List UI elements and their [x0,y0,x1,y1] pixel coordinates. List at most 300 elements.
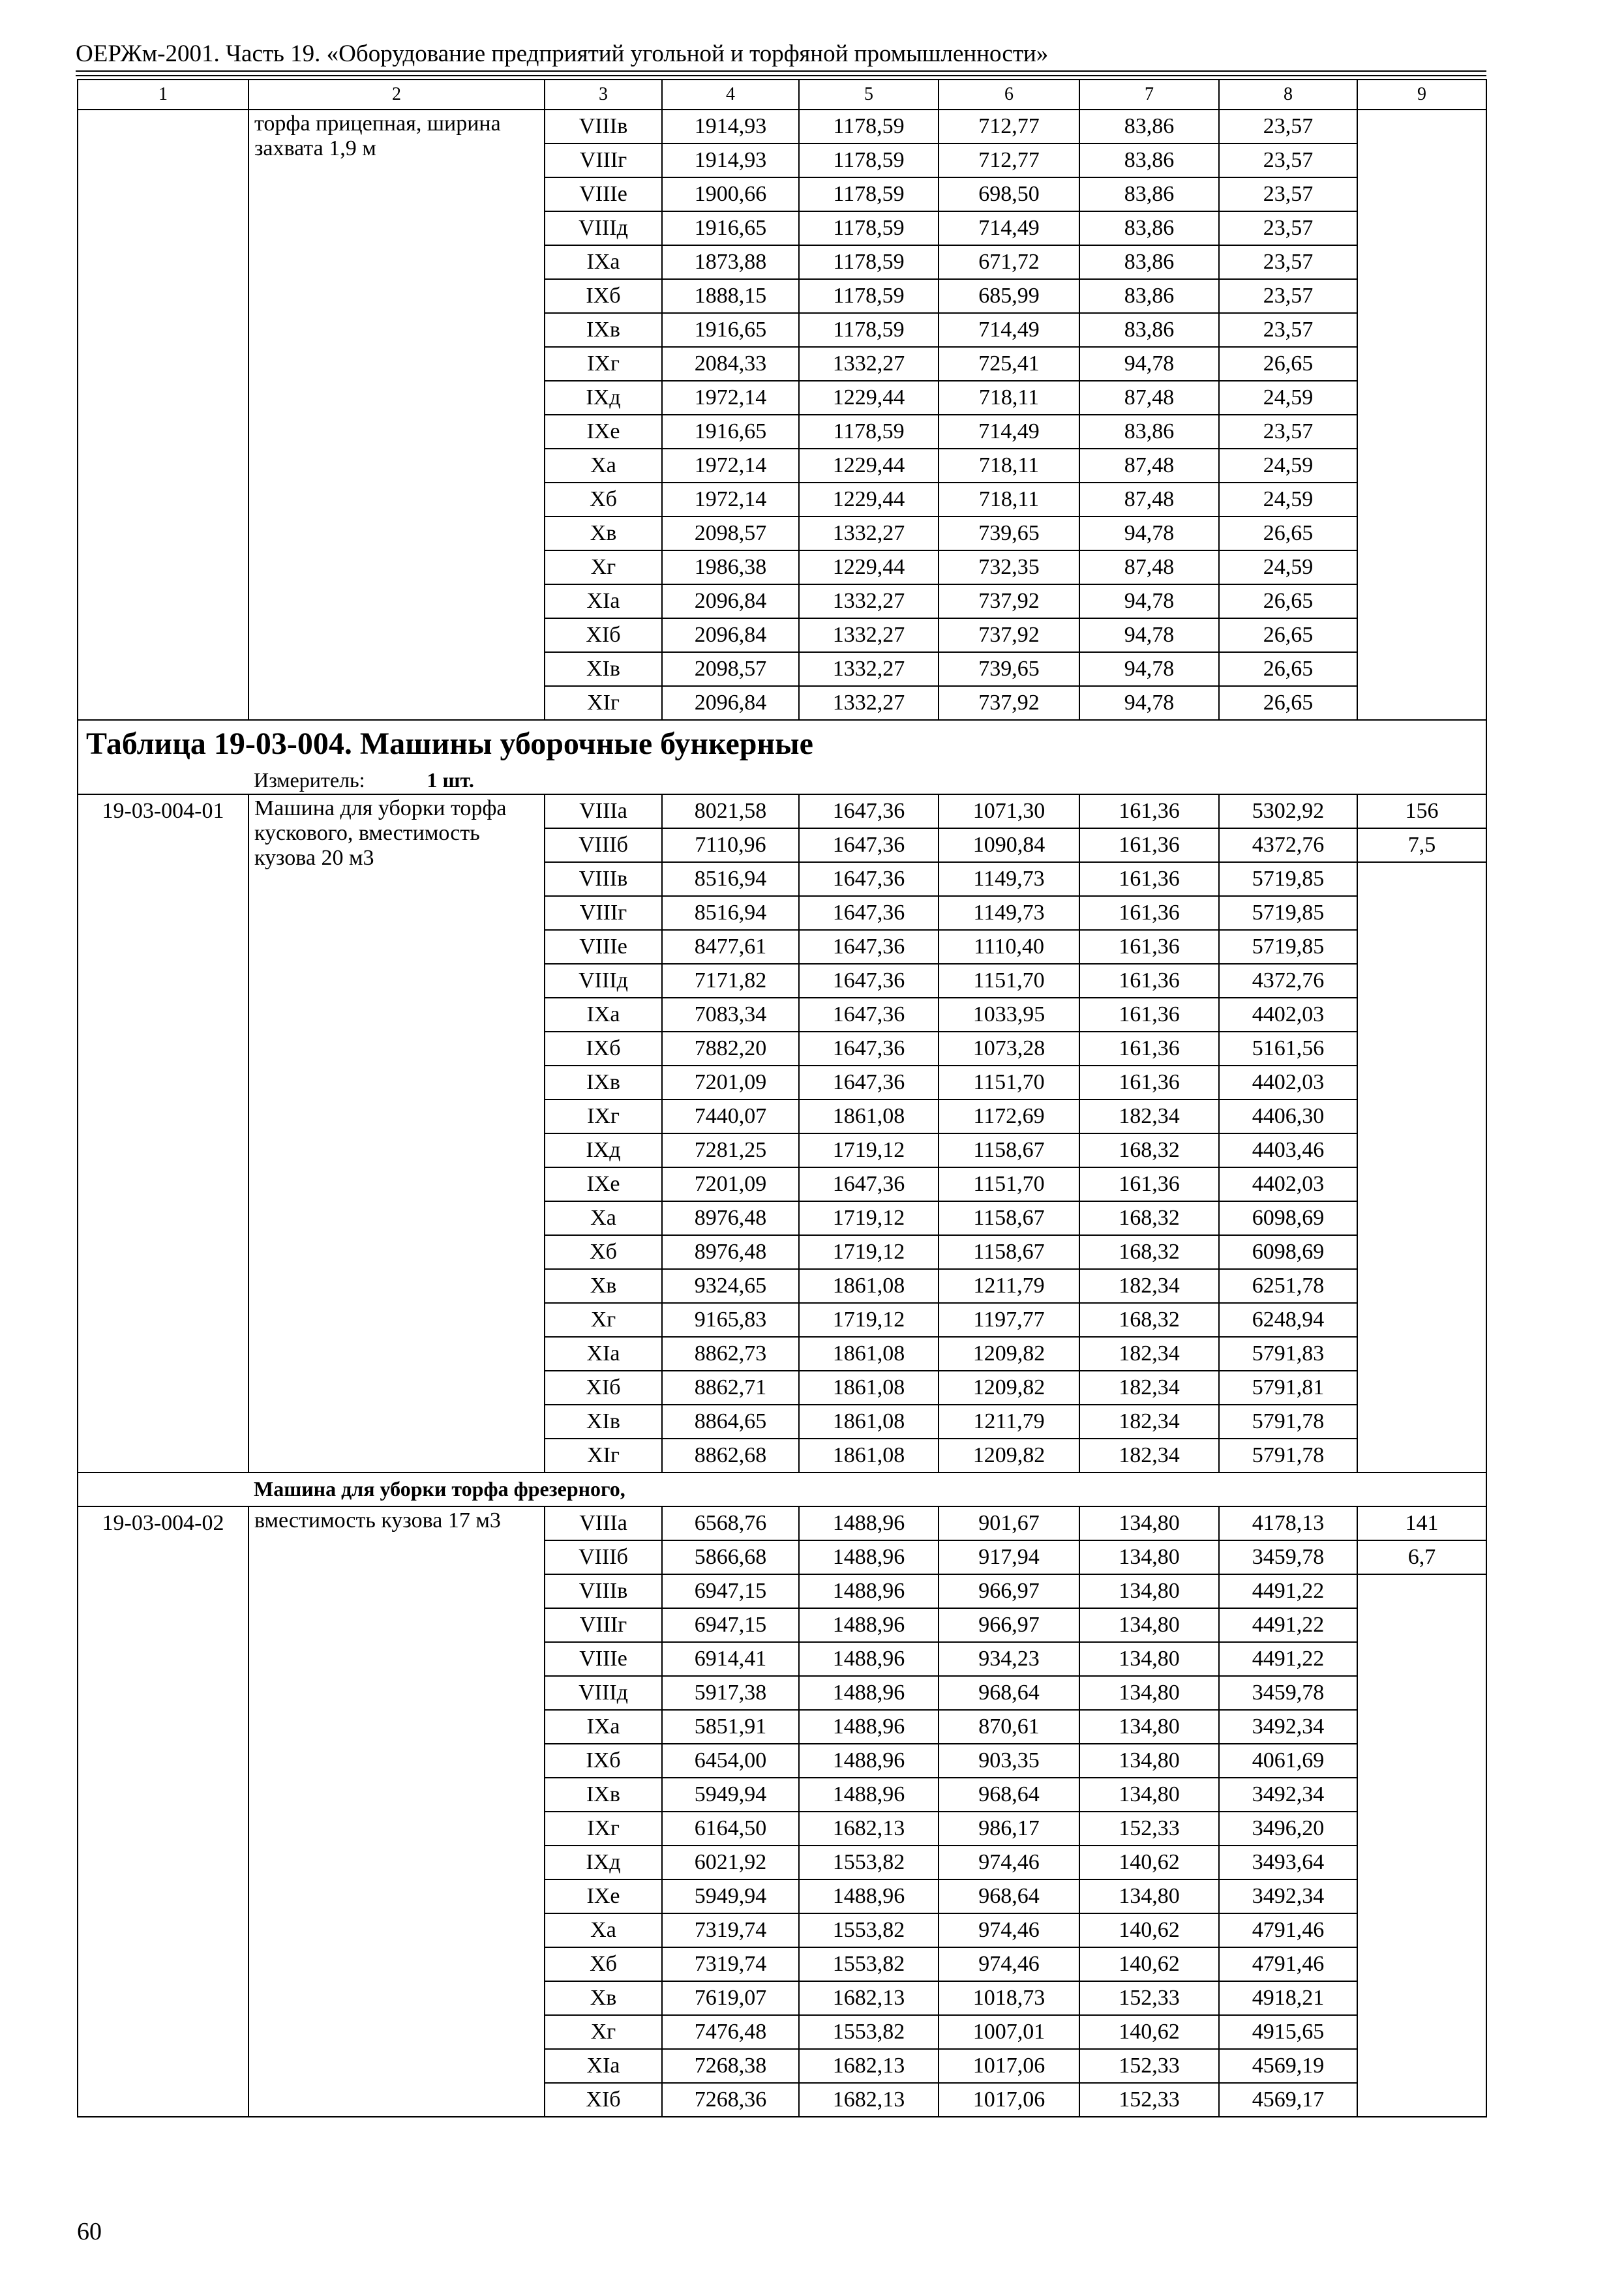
territory-zone: Xг [545,550,662,584]
price-value: 1553,82 [799,2015,939,2049]
price-value: 26,65 [1219,516,1357,550]
empty-cell [1357,1574,1486,2117]
price-value: 24,59 [1219,550,1357,584]
price-value: 4915,65 [1219,2015,1357,2049]
price-value: 3492,34 [1219,1778,1357,1812]
price-value: 737,92 [939,686,1079,720]
price-value: 718,11 [939,483,1079,516]
price-value: 161,36 [1079,1032,1219,1066]
territory-zone: XIв [545,652,662,686]
territory-zone: VIIIе [545,930,662,964]
price-value: 966,97 [939,1608,1079,1642]
price-value: 5949,94 [662,1879,799,1913]
price-value: 1149,73 [939,896,1079,930]
price-value: 1149,73 [939,862,1079,896]
price-value: 182,34 [1079,1405,1219,1439]
price-value: 1682,13 [799,1981,939,2015]
column-number: 5 [799,80,939,110]
price-value: 685,99 [939,279,1079,313]
territory-zone: Xг [545,2015,662,2049]
price-value: 698,50 [939,177,1079,211]
price-value: 4569,19 [1219,2049,1357,2083]
price-value: 3492,34 [1219,1879,1357,1913]
price-value: 23,57 [1219,415,1357,449]
price-value: 9324,65 [662,1269,799,1303]
price-value: 134,80 [1079,1506,1219,1540]
territory-zone: Xв [545,516,662,550]
price-value: 737,92 [939,584,1079,618]
price-value: 94,78 [1079,584,1219,618]
price-value: 1647,36 [799,828,939,862]
price-value: 7201,09 [662,1167,799,1201]
column-number: 8 [1219,80,1357,110]
price-value: 4402,03 [1219,998,1357,1032]
table-title: Таблица 19-03-004. Машины уборочные бункерные [78,720,1486,768]
territory-zone: IXг [545,1100,662,1133]
measure-unit [248,768,1486,794]
page-header: ОЕРЖм-2001. Часть 19. «Оборудование предприятий угольной и торфяной промышленности» [76,40,1049,67]
section-heading: Машина для уборки торфа фрезерного, [248,1473,1486,1506]
column-numbers-row [78,80,1486,110]
price-value: 1332,27 [799,584,939,618]
price-value: 94,78 [1079,347,1219,381]
price-value: 182,34 [1079,1100,1219,1133]
price-value: 7882,20 [662,1032,799,1066]
price-value: 714,49 [939,313,1079,347]
price-value: 1017,06 [939,2083,1079,2117]
price-value: 1229,44 [799,550,939,584]
price-value: 161,36 [1079,964,1219,998]
price-value: 8516,94 [662,896,799,930]
price-value: 1229,44 [799,449,939,483]
price-value: 94,78 [1079,516,1219,550]
price-value: 134,80 [1079,1879,1219,1913]
price-value: 917,94 [939,1540,1079,1574]
price-value: 4402,03 [1219,1066,1357,1100]
price-value: 1861,08 [799,1269,939,1303]
territory-zone: IXв [545,313,662,347]
price-value: 870,61 [939,1710,1079,1744]
territory-zone: VIIIв [545,862,662,896]
price-value: 94,78 [1079,652,1219,686]
territory-zone: XIа [545,584,662,618]
page-number: 60 [77,2218,102,2245]
price-value: 1861,08 [799,1337,939,1371]
price-value: 1647,36 [799,862,939,896]
column-number: 9 [1357,80,1486,110]
territory-zone: IXд [545,1846,662,1879]
price-value: 26,65 [1219,618,1357,652]
territory-zone: IXб [545,1032,662,1066]
territory-zone: XIб [545,618,662,652]
price-value: 1916,65 [662,313,799,347]
price-value: 2098,57 [662,652,799,686]
price-value: 1332,27 [799,347,939,381]
territory-zone: IXа [545,998,662,1032]
price-value: 83,86 [1079,415,1219,449]
price-value: 87,48 [1079,381,1219,415]
price-value: 1488,96 [799,1744,939,1778]
price-value: 5949,94 [662,1778,799,1812]
price-value: 7201,09 [662,1066,799,1100]
price-value: 7319,74 [662,1913,799,1947]
territory-zone: Xа [545,449,662,483]
price-value: 83,86 [1079,279,1219,313]
empty-cell [78,768,248,794]
price-value: 1861,08 [799,1439,939,1473]
territory-zone: XIа [545,2049,662,2083]
price-value: 1553,82 [799,1913,939,1947]
price-value: 8021,58 [662,794,799,828]
price-value: 23,57 [1219,245,1357,279]
territory-zone: Xв [545,1269,662,1303]
price-value: 168,32 [1079,1303,1219,1337]
price-value: 24,59 [1219,449,1357,483]
price-value: 966,97 [939,1574,1079,1608]
territory-zone: IXа [545,1710,662,1744]
price-value: 4491,22 [1219,1574,1357,1608]
price-value: 1719,12 [799,1235,939,1269]
price-value: 1178,59 [799,211,939,245]
price-value: 5851,91 [662,1710,799,1744]
price-value: 23,57 [1219,279,1357,313]
price-value: 4372,76 [1219,828,1357,862]
price-value: 161,36 [1079,794,1219,828]
price-value: 1861,08 [799,1371,939,1405]
price-value: 5866,68 [662,1540,799,1574]
price-value: 1332,27 [799,618,939,652]
price-value: 1488,96 [799,1879,939,1913]
price-value: 7440,07 [662,1100,799,1133]
price-value: 5791,78 [1219,1439,1357,1473]
territory-zone: VIIIв [545,1574,662,1608]
territory-zone: IXд [545,1133,662,1167]
workers-value: 156 [1357,794,1486,828]
price-value: 8862,71 [662,1371,799,1405]
territory-zone: VIIIг [545,1608,662,1642]
price-value: 671,72 [939,245,1079,279]
column-number: 1 [78,80,248,110]
price-value: 1178,59 [799,177,939,211]
price-value: 6454,00 [662,1744,799,1778]
price-value: 161,36 [1079,1167,1219,1201]
price-value: 8864,65 [662,1405,799,1439]
price-value: 6248,94 [1219,1303,1357,1337]
price-value: 1007,01 [939,2015,1079,2049]
price-value: 1178,59 [799,313,939,347]
price-value: 8862,68 [662,1439,799,1473]
price-value: 4061,69 [1219,1744,1357,1778]
empty-cell [1357,862,1486,1473]
price-value: 1682,13 [799,1812,939,1846]
price-value: 1229,44 [799,381,939,415]
price-value: 140,62 [1079,1846,1219,1879]
price-value: 1178,59 [799,415,939,449]
price-value: 6947,15 [662,1574,799,1608]
subheading-row [78,1473,1486,1506]
price-value: 5917,38 [662,1676,799,1710]
price-value: 1178,59 [799,245,939,279]
territory-zone: IXе [545,1167,662,1201]
price-value: 26,65 [1219,652,1357,686]
price-value: 934,23 [939,1642,1079,1676]
price-value: 1900,66 [662,177,799,211]
price-value: 1914,93 [662,110,799,143]
price-value: 1071,30 [939,794,1079,828]
price-value: 1178,59 [799,143,939,177]
territory-zone: IXв [545,1066,662,1100]
price-value: 94,78 [1079,618,1219,652]
price-value: 161,36 [1079,828,1219,862]
price-value: 152,33 [1079,1981,1219,2015]
price-value: 26,65 [1219,347,1357,381]
price-value: 1073,28 [939,1032,1079,1066]
territory-zone: IXе [545,415,662,449]
price-value: 1719,12 [799,1201,939,1235]
price-value: 2084,33 [662,347,799,381]
price-value: 8516,94 [662,862,799,896]
price-value: 24,59 [1219,483,1357,516]
table-title-row [78,720,1486,768]
price-value: 8976,48 [662,1235,799,1269]
territory-zone: Xа [545,1201,662,1235]
price-value: 87,48 [1079,483,1219,516]
price-value: 1172,69 [939,1100,1079,1133]
header-rule [76,70,1486,72]
territory-zone: Xб [545,1235,662,1269]
price-value: 24,59 [1219,381,1357,415]
price-value: 1719,12 [799,1303,939,1337]
price-value: 2096,84 [662,618,799,652]
price-value: 26,65 [1219,686,1357,720]
price-value: 8862,73 [662,1337,799,1371]
price-value: 1986,38 [662,550,799,584]
table-row [78,1506,1486,1540]
price-value: 1553,82 [799,1846,939,1879]
price-value: 1647,36 [799,964,939,998]
workers-value: 6,7 [1357,1540,1486,1574]
price-value: 1682,13 [799,2049,939,2083]
price-value: 161,36 [1079,930,1219,964]
price-value: 5161,56 [1219,1032,1357,1066]
price-value: 4569,17 [1219,2083,1357,2117]
price-value: 714,49 [939,211,1079,245]
price-value: 712,77 [939,143,1079,177]
price-value: 83,86 [1079,143,1219,177]
price-value: 83,86 [1079,177,1219,211]
price-value: 968,64 [939,1778,1079,1812]
price-value: 1972,14 [662,449,799,483]
column-number: 6 [939,80,1079,110]
price-value: 1488,96 [799,1710,939,1744]
price-value: 6021,92 [662,1846,799,1879]
price-value: 1647,36 [799,896,939,930]
price-value: 152,33 [1079,2083,1219,2117]
item-code: 19-03-004-02 [78,1506,248,2117]
price-value: 4402,03 [1219,1167,1357,1201]
territory-zone: IXа [545,245,662,279]
price-value: 7319,74 [662,1947,799,1981]
price-value: 7268,38 [662,2049,799,2083]
price-value: 1178,59 [799,279,939,313]
price-value: 1488,96 [799,1574,939,1608]
price-value: 1332,27 [799,516,939,550]
territory-zone: IXд [545,381,662,415]
price-value: 23,57 [1219,110,1357,143]
price-value: 161,36 [1079,998,1219,1032]
price-value: 6251,78 [1219,1269,1357,1303]
price-value: 1647,36 [799,794,939,828]
price-value: 1972,14 [662,381,799,415]
territory-zone: VIIIа [545,1506,662,1540]
price-value: 732,35 [939,550,1079,584]
price-value: 182,34 [1079,1371,1219,1405]
measure-label: Измеритель: [254,768,365,792]
price-value: 83,86 [1079,110,1219,143]
price-value: 718,11 [939,381,1079,415]
price-value: 1332,27 [799,652,939,686]
price-value: 161,36 [1079,1066,1219,1100]
price-value: 83,86 [1079,211,1219,245]
price-value: 1488,96 [799,1676,939,1710]
price-value: 7281,25 [662,1133,799,1167]
price-value: 1018,73 [939,1981,1079,2015]
price-value: 23,57 [1219,313,1357,347]
price-value: 83,86 [1079,313,1219,347]
price-value: 5719,85 [1219,930,1357,964]
price-value: 134,80 [1079,1574,1219,1608]
price-value: 4791,46 [1219,1913,1357,1947]
territory-zone: VIIIг [545,143,662,177]
territory-zone: XIг [545,686,662,720]
price-value: 1151,70 [939,964,1079,998]
price-value: 140,62 [1079,2015,1219,2049]
price-value: 1914,93 [662,143,799,177]
price-value: 140,62 [1079,1913,1219,1947]
item-code [78,110,248,720]
price-value: 1488,96 [799,1540,939,1574]
price-value: 83,86 [1079,245,1219,279]
price-value: 1488,96 [799,1506,939,1540]
measure-value: 1 шт. [427,768,474,792]
price-value: 1209,82 [939,1337,1079,1371]
price-value: 7083,34 [662,998,799,1032]
price-value: 7110,96 [662,828,799,862]
price-value: 134,80 [1079,1744,1219,1778]
price-value: 1209,82 [939,1371,1079,1405]
price-value: 1017,06 [939,2049,1079,2083]
price-value: 161,36 [1079,862,1219,896]
price-value: 1488,96 [799,1642,939,1676]
price-value: 6098,69 [1219,1201,1357,1235]
price-value: 2098,57 [662,516,799,550]
column-number: 3 [545,80,662,110]
price-value: 1110,40 [939,930,1079,964]
price-value: 1178,59 [799,110,939,143]
price-value: 974,46 [939,1913,1079,1947]
price-value: 968,64 [939,1879,1079,1913]
territory-zone: XIв [545,1405,662,1439]
empty-cell [1357,110,1486,720]
price-value: 3496,20 [1219,1812,1357,1846]
territory-zone: VIIIе [545,1642,662,1676]
price-value: 1229,44 [799,483,939,516]
territory-zone: IXб [545,279,662,313]
price-table [77,79,1487,2117]
price-value: 5791,83 [1219,1337,1357,1371]
price-value: 5719,85 [1219,896,1357,930]
price-value: 1197,77 [939,1303,1079,1337]
price-value: 974,46 [939,1947,1079,1981]
price-value: 903,35 [939,1744,1079,1778]
price-value: 168,32 [1079,1201,1219,1235]
price-value: 7268,36 [662,2083,799,2117]
territory-zone: Xб [545,483,662,516]
price-value: 168,32 [1079,1235,1219,1269]
price-value: 1211,79 [939,1269,1079,1303]
price-value: 1972,14 [662,483,799,516]
price-value: 6568,76 [662,1506,799,1540]
column-number: 4 [662,80,799,110]
territory-zone: Xг [545,1303,662,1337]
territory-zone: Xб [545,1947,662,1981]
price-value: 5719,85 [1219,862,1357,896]
price-value: 6164,50 [662,1812,799,1846]
territory-zone: XIг [545,1439,662,1473]
price-value: 1647,36 [799,930,939,964]
territory-zone: IXв [545,1778,662,1812]
territory-zone: IXг [545,1812,662,1846]
territory-zone: VIIIд [545,1676,662,1710]
price-value: 714,49 [939,415,1079,449]
price-value: 739,65 [939,516,1079,550]
price-value: 182,34 [1079,1439,1219,1473]
price-value: 5791,78 [1219,1405,1357,1439]
territory-zone: VIIIд [545,964,662,998]
price-value: 1682,13 [799,2083,939,2117]
price-value: 182,34 [1079,1269,1219,1303]
price-value: 9165,83 [662,1303,799,1337]
column-number: 7 [1079,80,1219,110]
header-rule-2 [76,75,1486,76]
price-value: 182,34 [1079,1337,1219,1371]
price-value: 725,41 [939,347,1079,381]
price-value: 1873,88 [662,245,799,279]
workers-value: 141 [1357,1506,1486,1540]
price-value: 1488,96 [799,1778,939,1812]
price-value: 134,80 [1079,1642,1219,1676]
price-value: 1151,70 [939,1167,1079,1201]
territory-zone: VIIIб [545,828,662,862]
price-value: 1888,15 [662,279,799,313]
price-value: 87,48 [1079,550,1219,584]
price-value: 4372,76 [1219,964,1357,998]
price-value: 3492,34 [1219,1710,1357,1744]
price-value: 4491,22 [1219,1608,1357,1642]
territory-zone: VIIIб [545,1540,662,1574]
price-value: 5791,81 [1219,1371,1357,1405]
price-value: 8477,61 [662,930,799,964]
price-value: 1211,79 [939,1405,1079,1439]
price-value: 4403,46 [1219,1133,1357,1167]
item-name: вместимость кузова 17 м3 [248,1506,545,2117]
price-value: 6947,15 [662,1608,799,1642]
price-value: 1719,12 [799,1133,939,1167]
price-value: 7476,48 [662,2015,799,2049]
price-value: 1488,96 [799,1608,939,1642]
price-value: 134,80 [1079,1710,1219,1744]
price-value: 739,65 [939,652,1079,686]
